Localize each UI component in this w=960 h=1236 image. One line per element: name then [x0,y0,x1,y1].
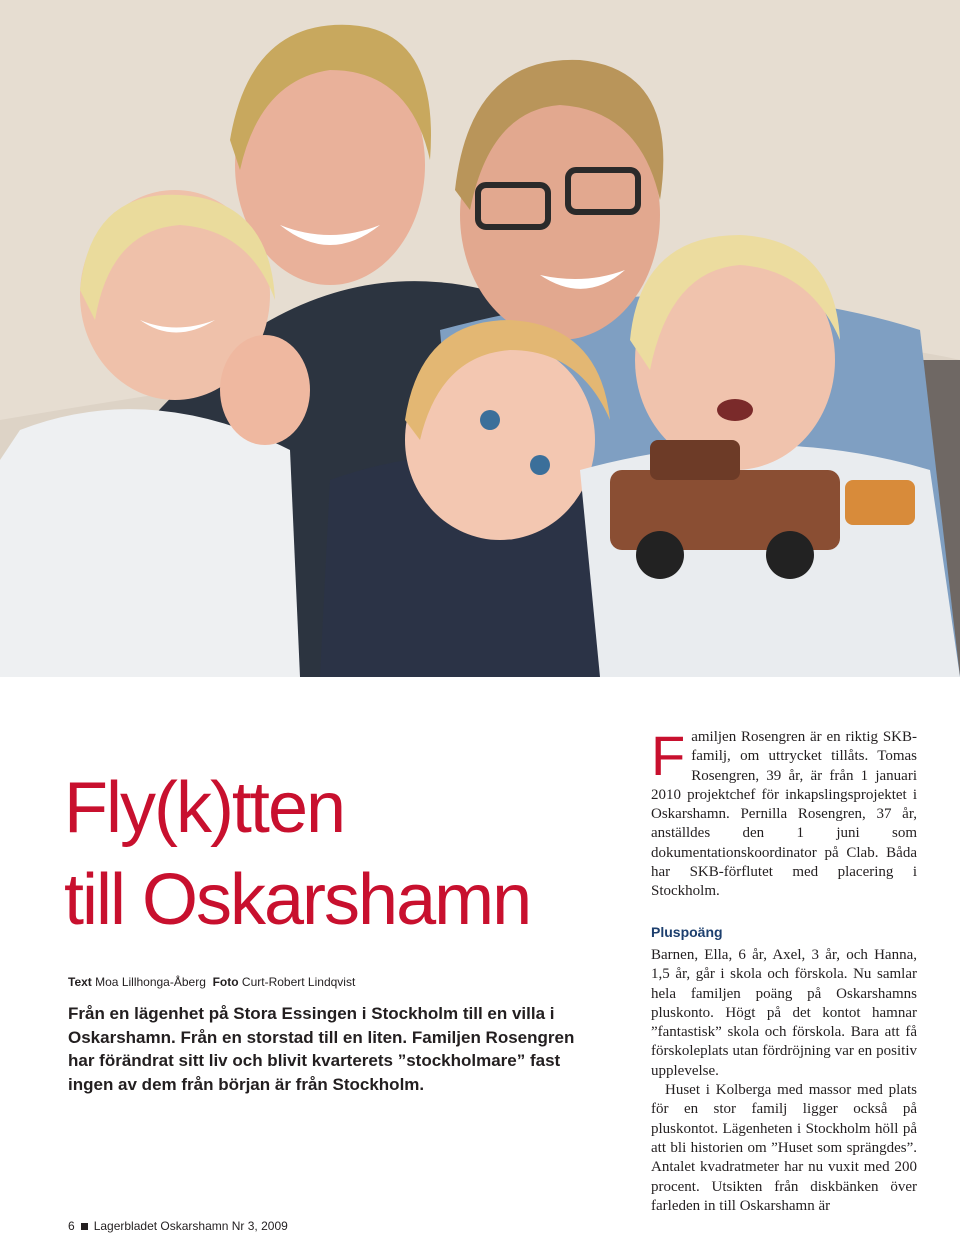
article-title-line-1: Fly(k)tten [64,768,345,848]
page-footer [68,1219,288,1233]
byline [68,975,355,989]
drop-cap: F [651,724,686,787]
byline-text-label: Text [68,975,92,989]
article-title [64,762,530,946]
article-lede: Från en lägenhet på Stora Essingen i Stockholm till en villa i Oskarshamn. Från en storstad till en liten. Familjen Rosengren har förändrat sitt liv och blivit kvarterets ”stockholmare” fast ingen av dem från början är från Stockholm. [68,1004,575,1094]
article-body [651,724,917,1216]
body-paragraph-1: amiljen Rosengren är en riktig SKB-familj, om uttrycket tillåts. Tomas Rosengren, 39 år, är från 1 januari 2010 projektchef för inkapslingsprojektet i Oskarshamn. Pernilla Rosengren, 37 år, anställdes den 1 juni som dokumentationskoordinator på Clab. Båda har SKB-förflutet med placering i Stockholm. [651,729,917,900]
page-number: 6 [68,1219,75,1233]
article-title-line-2: till Oskarshamn [64,860,531,940]
byline-photographer: Curt-Robert Lindqvist [241,975,356,989]
subheading: Pluspoäng [651,923,723,940]
byline-author: Moa Lillhonga-Åberg [95,975,206,989]
body-paragraph-3: Huset i Kolberga med massor med plats för en stor familj ligger också på pluskontot. Lägenheten i Stockholm höll på att bli historien om ”Huset som sprängdes”. Antalet kvadratmeter har nu vuxit med 200 procent. Utsikten från diskbänken över farleden in till Oskarshamn är [651,1082,917,1214]
body-paragraph-2: Barnen, Ella, 6 år, Axel, 3 år, och Hanna, 1,5 år, går i skola och förskola. Nu samlar hela familjen poäng på Oskarshamns pluskonto. Högt på det kontot hamnar ”fantastisk” skola och förskola. Bara att få förskoleplats utan fördröjning var en positiv upplevelse. [651,946,917,1079]
publication-name: Lagerbladet Oskarshamn Nr 3, 2009 [93,1219,288,1233]
square-bullet-icon [81,1223,88,1230]
byline-photo-label: Foto [212,975,239,989]
